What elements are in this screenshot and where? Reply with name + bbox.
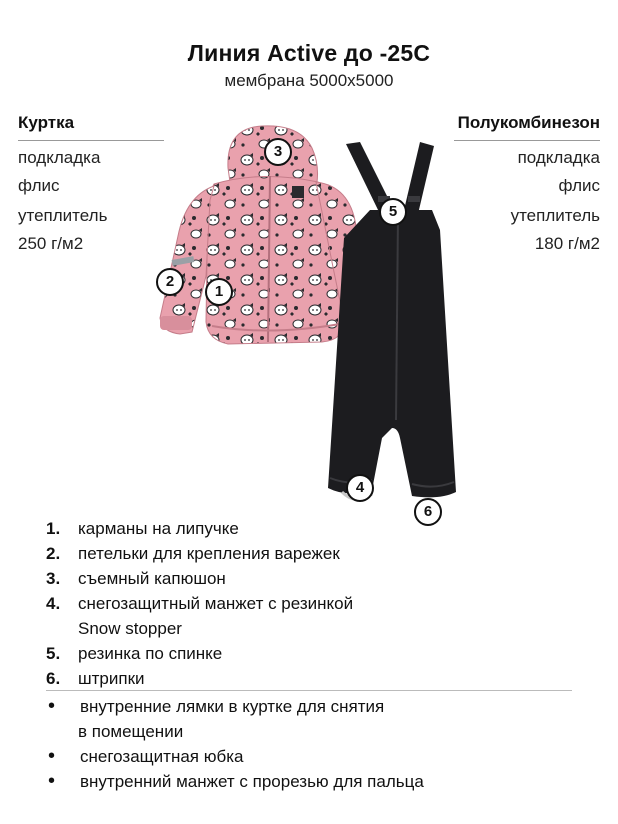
jacket-insulation-label: утеплитель: [18, 206, 108, 225]
feature-number: 3.: [46, 569, 61, 588]
feature-number: 5.: [46, 644, 61, 663]
jacket-heading: Куртка: [18, 113, 75, 132]
jacket-insulation-value: 250 г/м2: [18, 234, 84, 253]
overalls-insulation-value: 180 г/м2: [534, 234, 600, 253]
bullet: •: [48, 695, 56, 717]
feature-item-2: [46, 541, 353, 566]
extra-text: в помещении: [78, 722, 184, 741]
feature-item-3: [46, 566, 353, 591]
extra-text: снегозащитная юбка: [80, 747, 244, 766]
overalls-lining-value: флис: [558, 176, 600, 195]
page-title: Линия Active до -25C: [187, 40, 431, 66]
bullet: •: [48, 770, 56, 792]
feature-text: снегозащитный манжет с резинкой: [78, 594, 354, 613]
feature-number: 2.: [46, 544, 61, 563]
feature-text: резинка по спинке: [78, 644, 223, 663]
feature-list: [46, 516, 353, 691]
feature-item-4-continued: [46, 616, 353, 641]
jacket-lining-label: подкладка: [18, 148, 101, 167]
feature-text: съемный капюшон: [78, 569, 226, 588]
extra-item-3: [46, 769, 424, 794]
feature-text: петельки для крепления варежек: [78, 544, 340, 563]
marker-4: 4: [346, 474, 374, 502]
list-divider: [46, 690, 572, 691]
overalls-heading: Полукомбинезон: [457, 113, 600, 132]
extras-list: [46, 694, 424, 794]
extra-item-1: [46, 694, 424, 719]
extra-text: внутренний манжет с прорезью для пальца: [80, 772, 424, 791]
page-subtitle: мембрана 5000x5000: [224, 71, 394, 90]
overalls-lining-label: подкладка: [517, 148, 600, 167]
overalls-insulation-label: утеплитель: [510, 206, 600, 225]
marker-1: 1: [205, 278, 233, 306]
feature-item-6: [46, 666, 353, 691]
extra-item-2: [46, 744, 424, 769]
feature-number: 1.: [46, 519, 61, 538]
marker-3: 3: [264, 138, 292, 166]
feature-item-4: [46, 591, 353, 616]
jacket-lining-value: флис: [18, 176, 60, 195]
extra-item-1-continued: [46, 719, 424, 744]
marker-5: 5: [379, 198, 407, 226]
marker-6: 6: [414, 498, 442, 526]
feature-text: карманы на липучке: [78, 519, 239, 538]
extra-text: внутренние лямки в куртке для снятия: [80, 697, 385, 716]
bullet: •: [48, 745, 56, 767]
overalls-illustration: [328, 142, 456, 500]
feature-number: 4.: [46, 594, 61, 613]
feature-number: 6.: [46, 669, 61, 688]
feature-text: Snow stopper: [78, 619, 182, 638]
feature-item-5: [46, 641, 353, 666]
marker-2: 2: [156, 268, 184, 296]
feature-item-1: [46, 516, 353, 541]
feature-text: штрипки: [78, 669, 145, 688]
